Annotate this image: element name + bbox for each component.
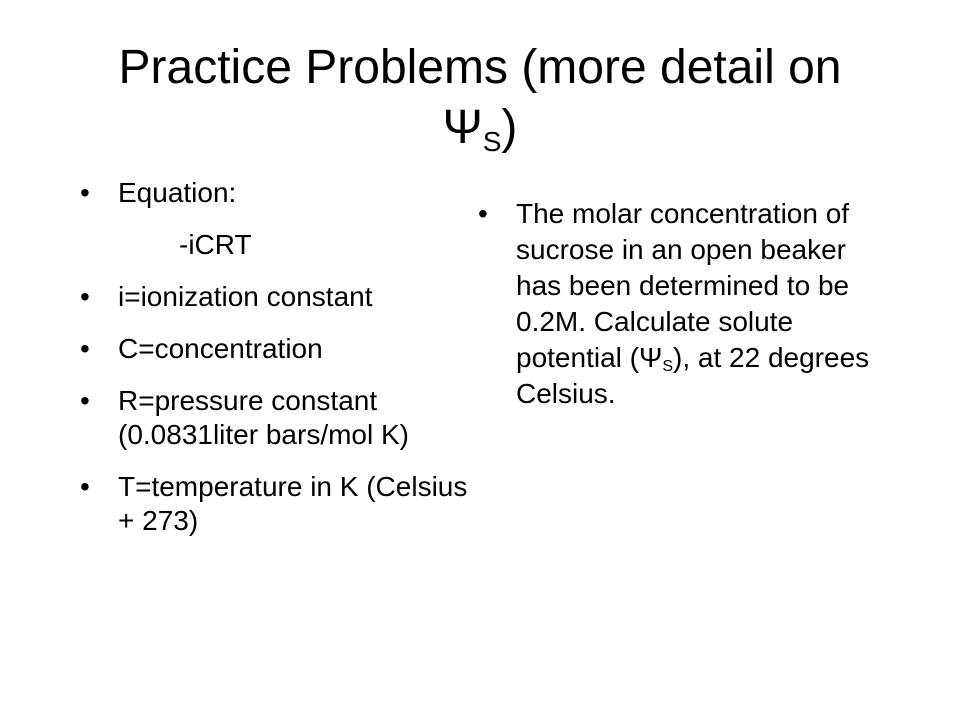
equation-formula: -iCRT — [179, 229, 252, 260]
concentration-text: C=concentration — [118, 333, 323, 364]
temperature-text: T=temperature in K (Celsius + 273) — [118, 471, 468, 536]
right-column — [478, 196, 898, 412]
equation-label: Equation: — [118, 177, 237, 208]
bullet-glyph: • — [478, 198, 488, 229]
left-column — [80, 176, 470, 538]
problem-subscript: S — [662, 358, 674, 375]
bullet-concentration — [80, 332, 470, 366]
problem-text-end: ), at 22 degrees Celsius. — [516, 342, 870, 409]
bullet-glyph: • — [80, 385, 90, 416]
title-close: ) — [501, 101, 518, 154]
title-text: Practice Problems (more detail on Ψ — [118, 41, 842, 154]
problem-text — [516, 196, 898, 412]
bullet-ionization — [80, 280, 470, 314]
slide-title — [100, 38, 860, 158]
pressure-text: R=pressure constant (0.0831liter bars/mol K) — [118, 385, 410, 450]
title-subscript: S — [482, 126, 502, 157]
bullet-glyph: • — [80, 177, 90, 208]
bullet-temperature — [80, 470, 470, 538]
ionization-text: i=ionization constant — [118, 281, 373, 312]
problem-text-main: The molar concentration of sucrose in an open beaker has been determined to be 0.2M. Calculate solute potential (Ψ — [516, 198, 850, 373]
bullet-pressure — [80, 384, 470, 452]
bullet-glyph: • — [80, 281, 90, 312]
bullet-glyph: • — [80, 471, 90, 502]
bullet-problem — [478, 196, 898, 412]
bullet-equation — [80, 176, 470, 210]
bullet-glyph: • — [80, 333, 90, 364]
